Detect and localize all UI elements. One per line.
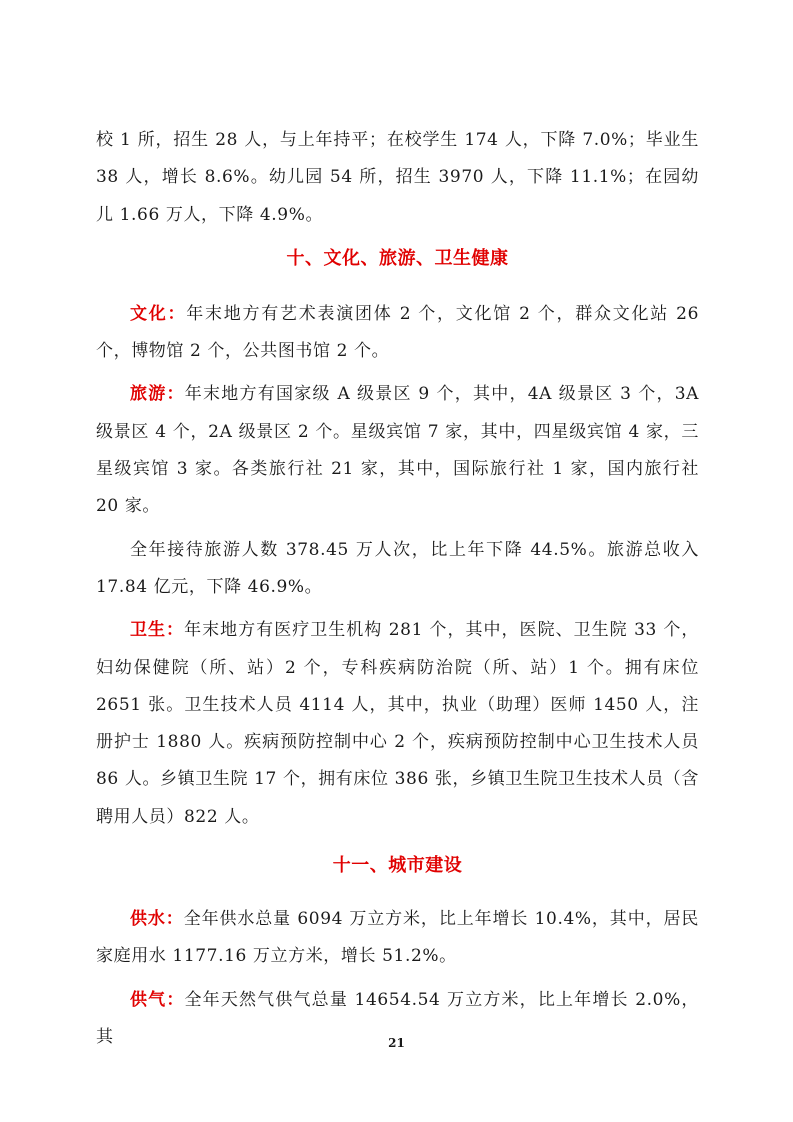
culture-paragraph <box>96 296 699 371</box>
tourism-label: 旅游： <box>130 384 185 405</box>
page-content <box>96 122 699 1056</box>
water-supply-label: 供水： <box>130 909 184 930</box>
section-heading-culture-tourism-health: 十、文化、旅游、卫生健康 <box>286 247 509 269</box>
health-paragraph <box>96 612 699 836</box>
gas-supply-text: 全年天然气供气总量 14654.54 万立方米，比上年增长 2.0%，其 <box>96 989 699 1047</box>
water-supply-paragraph <box>96 901 699 976</box>
culture-label: 文化： <box>130 303 187 324</box>
health-label: 卫生： <box>130 620 185 641</box>
water-supply-text: 全年供水总量 6094 万立方米，比上年增长 10.4%，其中，居民家庭用水 1177.16 万立方米，增长 51.2%。 <box>96 909 699 967</box>
health-text: 年末地方有医疗卫生机构 281 个，其中，医院、卫生院 33 个，妇幼保健院（所、站）2 个，专科疾病防治院（所、站）1 个。拥有床位 2651 张。卫生技术人员 4114 人，其中，执业（助理）医师 1450 人，注册护士 1880 人。疾病预防控制中心 2 个，疾病预防控制中心卫生技术人员 86 人。乡镇卫生院 17 个，拥有床位 386 张，乡镇卫生院卫生技术人员（含聘用人员）822 人。 <box>96 620 699 827</box>
tourism-text: 年末地方有国家级 A 级景区 9 个，其中，4A 级景区 3 个，3A 级景区 4 个，2A 级景区 2 个。星级宾馆 7 家，其中，四星级宾馆 4 家，三星级宾馆 3 家。各类旅行社 21 家，其中，国际旅行社 1 家，国内旅行社 20 家。 <box>96 384 699 517</box>
tourism-paragraph <box>96 376 699 525</box>
page-number: 21 <box>388 1036 405 1050</box>
education-paragraph: 校 1 所，招生 28 人，与上年持平；在校学生 174 人，下降 7.0%；毕业生 38 人，增长 8.6%。幼儿园 54 所，招生 3970 人，下降 11.1%；在园幼儿 1.66 万人，下降 4.9%。 <box>96 130 699 225</box>
gas-supply-label: 供气： <box>130 989 185 1010</box>
culture-text: 年末地方有艺术表演团体 2 个，文化馆 2 个，群众文化站 26 个，博物馆 2 个，公共图书馆 2 个。 <box>96 303 699 362</box>
tourism-visitors-paragraph: 全年接待旅游人数 378.45 万人次，比上年下降 44.5%。旅游总收入 17.84 亿元，下降 46.9%。 <box>96 539 699 597</box>
section-heading-urban-construction: 十一、城市建设 <box>332 855 463 877</box>
